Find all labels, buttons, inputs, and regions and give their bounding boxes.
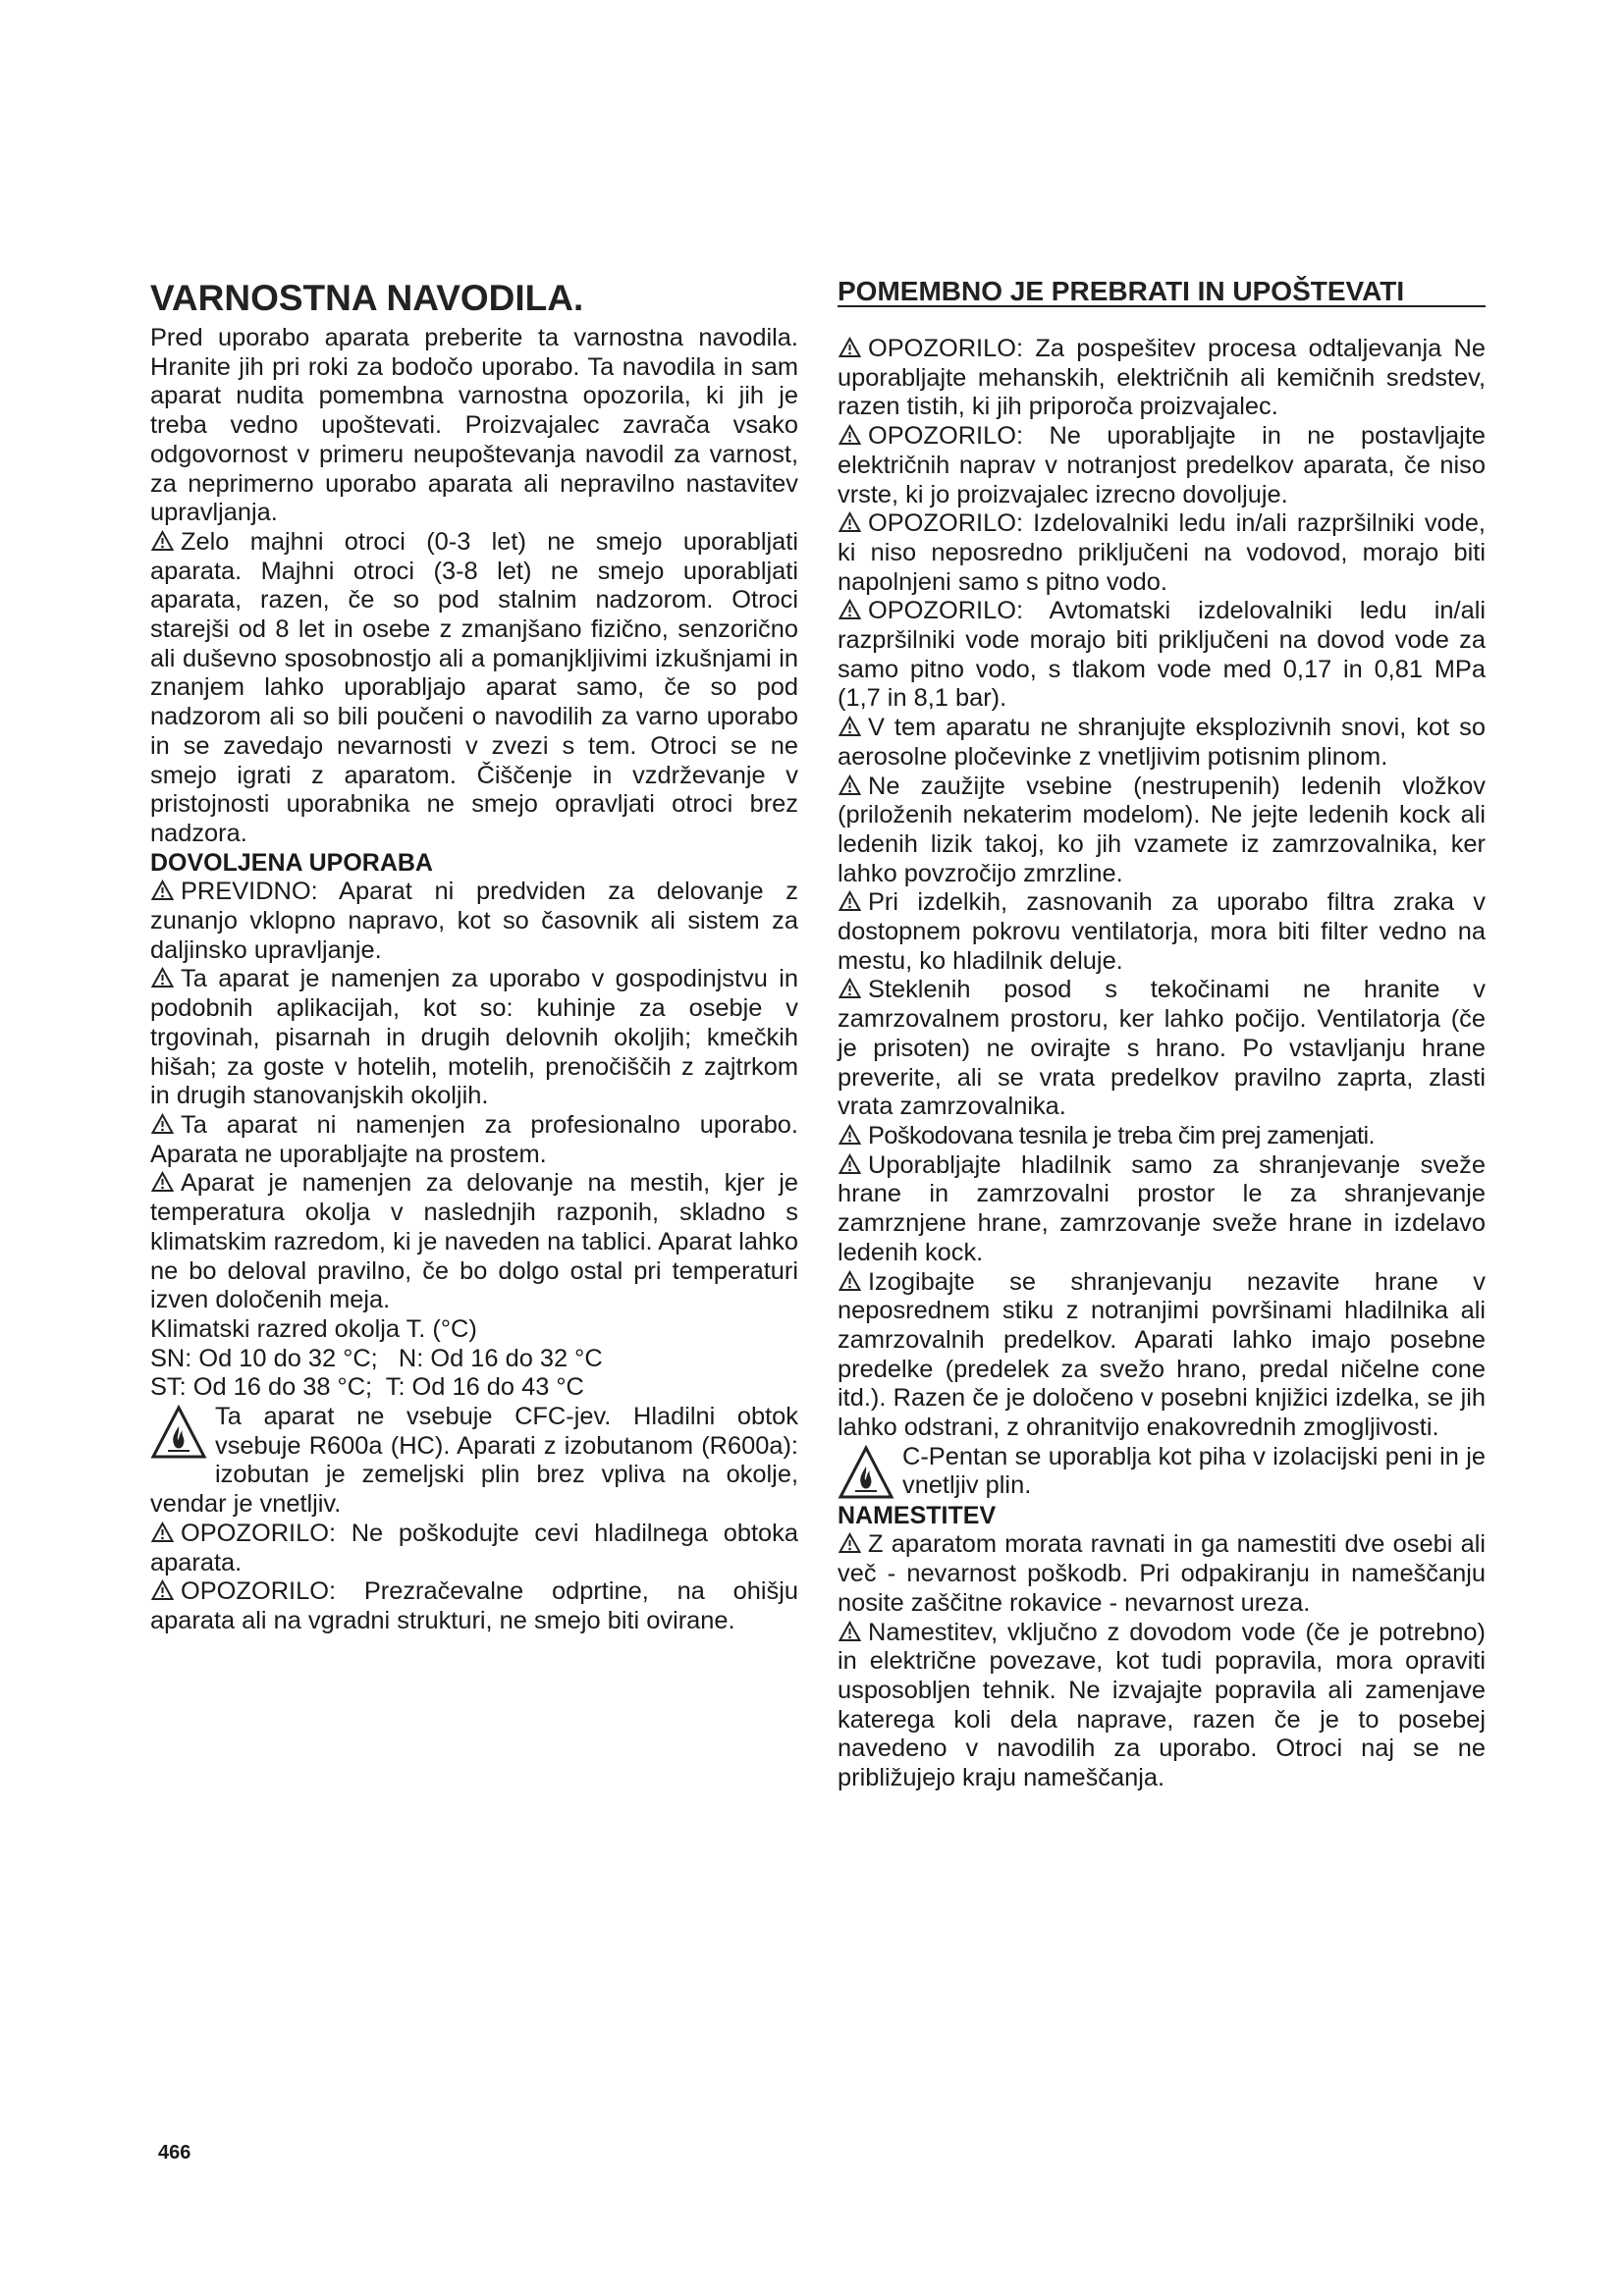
warning-icon [150, 967, 175, 988]
right-column [838, 277, 1486, 1793]
warning-icon [838, 1124, 862, 1146]
warning-icon [838, 774, 862, 796]
warning-icon [838, 511, 862, 533]
ice-packs-warning: Ne zaužijte vsebine (nestrupenih) ledenih vložkov (priloženih nekaterim modelom). Ne jejte ledenih kock ali ledenih lizik takoj, ko jih vzamete iz zamrzovalnika, ker lahko povzročijo zmrzline. [838, 772, 1486, 887]
air-filter-warning: Pri izdelkih, zasnovanih za uporabo filtra zraka v dostopnem pokrovu ventilatorja, mora biti filter vedno na mestu, ko hladilnik deluje. [838, 888, 1486, 975]
qualified-technician-warning: Namestitev, vključno z dovodom vode (če je potrebno) in električne povezave, kot tudi popravila, mora opraviti usposobljen tehnik. Ne izvajajte popravila ali zamenjave katerega koli dela naprave, razen če je to posebej navedeno v navodilih za uporabo. Otroci naj se ne približujejo kraju nameščanja. [838, 1618, 1486, 1792]
section-heading-installation: NAMESTITEV [838, 1501, 997, 1529]
warning-icon [838, 716, 862, 737]
temperature-paragraph: Aparat je namenjen za delovanje na mestih, kjer je temperatura okolja v naslednjih razponih, skladno s klimatskim razredom, ki je naveden na tablici. Aparat lahko ne bo deloval pravilno, če bo dolgo ostal pri temperaturi izven določenih meja. [150, 1169, 798, 1314]
flammable-warning-icon [838, 1445, 894, 1502]
warning-icon [838, 424, 862, 446]
seals-warning: Poškodovana tesnila je treba čim prej zamenjati. [838, 1122, 1486, 1151]
household-use-paragraph: Ta aparat je namenjen za uporabo v gospodinjstvu in podobnih aplikacijah, kot so: kuhinje za osebje v trgovinah, pisarnah in drugih delovnih okoljih; kmečkih hišah; za goste v hotelih, motelih, prenočiščih z zajtrkom in drugih stanovanjskih okoljih. [150, 965, 798, 1110]
warning-icon [838, 599, 862, 620]
warning-icon [838, 890, 862, 912]
automatic-ice-maker-warning: OPOZORILO: Avtomatski izdelovalniki ledu in/ali razpršilniki vode morajo biti priključeni na dovod vode za samo pitno vodo, s tlakom vode med 0,17 in 0,81 MPa (1,7 in 8,1 bar). [838, 597, 1486, 713]
right-column-title: POMEMBNO JE PREBRATI IN UPOŠTEVATI [838, 277, 1486, 307]
warning-icon [838, 1153, 862, 1175]
warning-icon [838, 1270, 862, 1292]
refrigerant-circuit-warning: OPOZORILO: Ne poškodujte cevi hladilnega obtoka aparata. [150, 1519, 798, 1576]
flammable-warning-icon [150, 1405, 207, 1462]
warning-icon [838, 1532, 862, 1554]
warning-icon [150, 530, 175, 552]
electrical-devices-warning: OPOZORILO: Ne uporabljajte in ne postavljajte električnih naprav v notranjost predelkov aparata, če niso vrste, ki jo proizvajalec izrecno dovoljuje. [838, 422, 1486, 508]
handling-warning: Z aparatom morata ravnati in ga namestiti dve osebi ali več - nevarnost poškodb. Pri odpakiranju in nameščanju nosite zaščitne rokavice - nevarnost ureza. [838, 1530, 1486, 1617]
caution-paragraph: PREVIDNO: Aparat ni predviden za delovanje z zunanjo vklopno napravo, kot so časovnik ali sistem za daljinsko upravljanje. [150, 878, 798, 964]
ventilation-warning: OPOZORILO: Prezračevalne odprtine, na ohišju aparata ali na vgradni strukturi, ne smejo biti ovirane. [150, 1577, 798, 1634]
ice-maker-water-warning: OPOZORILO: Izdelovalniki ledu in/ali razpršilniki vode, ki niso neposredno priključeni na vodovod, morajo biti napolnjeni samo s pitno vodo. [838, 509, 1486, 596]
intro-paragraph: Pred uporabo aparata preberite ta varnostna navodila. Hranite jih pri roki za bodočo uporabo. Ta navodila in sam aparat nudita pomembna varnostna opozorila, ki jih je treba vedno upoštevati. Proizvajalec zavrača vsako odgovornost v primeru neupoštevanja navodil za varnost, za neprimerno uporabo aparata ali nepravilno nastavitev upravljanja. [150, 324, 798, 527]
cyclopentane-paragraph: C-Pentan se uporablja kot piha v izolacijski peni in je vnetljiv plin. [838, 1443, 1486, 1501]
warning-icon [150, 880, 175, 901]
warning-icon [150, 1522, 175, 1543]
defrost-warning: OPOZORILO: Za pospešitev procesa odtaljevanja Ne uporabljajte mehanskih, električnih ali kemičnih sredstev, razen tistih, ki jih priporoča proizvajalec. [838, 335, 1486, 421]
section-heading-permitted-use: DOVOLJENA UPORABA [150, 848, 433, 877]
climate-class-title: Klimatski razred okolja T. (°C) [150, 1314, 477, 1343]
warning-icon [150, 1579, 175, 1601]
climate-class-line-2: ST: Od 16 do 38 °C; T: Od 16 do 43 °C [150, 1373, 584, 1402]
glass-containers-warning: Steklenih posod s tekočinami ne hranite v zamrzovalnem prostoru, ker lahko počijo. Ventilatorja (če je prisoten) ne ovirajte s hrano. Po vstavljanju hrane preverite, ali se vrata predelkov pravilno zaprta, zlasti vrata zamrzovalnika. [838, 976, 1486, 1121]
warning-icon [150, 1113, 175, 1135]
page-number: 466 [158, 2142, 191, 2163]
storage-usage-warning: Uporabljajte hladilnik samo za shranjevanje sveže hrane in zamrzovalni prostor le za shranjevanje zamrznjene hrane, zamrzovanje sveže hrane in izdelavo ledenih kock. [838, 1150, 1486, 1266]
climate-class-line-1: SN: Od 10 do 32 °C; N: Od 16 do 32 °C [150, 1344, 603, 1372]
warning-icon [838, 1621, 862, 1642]
professional-use-paragraph: Ta aparat ni namenjen za profesionalno uporabo. Aparata ne uporabljajte na prostem. [150, 1110, 798, 1168]
children-paragraph: Zelo majhni otroci (0-3 let) ne smejo uporabljati aparata. Majhni otroci (3-8 let) ne smejo uporabljati aparata, razen, če so pod stalnim nadzorom. Otroci starejši od 8 let in osebe z zmanjšano fizično, senzorično ali duševno sposobnostjo ali a pomanjkljivimi izkušnjami in znanjem lahko uporabljajo aparat samo, če so pod nadzorom ali so bili poučeni o navodilih za varno uporabo in se zavedajo nevarnosti v zvezi s tem. Otroci se ne smejo igrati z aparatom. Čiščenje in vzdrževanje v pristojnosti uporabnika ne smejo opravljati otroci brez nadzora. [150, 527, 798, 847]
page-title: VARNOSTNA NAVODILA. [150, 278, 584, 318]
warning-icon [838, 337, 862, 358]
left-column [150, 277, 798, 1636]
warning-icon [838, 978, 862, 999]
explosives-warning: V tem aparatu ne shranjujte eksplozivnih snovi, kot so aerosolne pločevinke z vnetljivim potisnim plinom. [838, 714, 1486, 771]
warning-icon [150, 1171, 175, 1193]
refrigerant-paragraph: Ta aparat ne vsebuje CFC-jev. Hladilni obtok vsebuje R600a (HC). Aparati z izobutanom (R600a): izobutan je zemeljski plin brez vpliva na okolje, vendar je vnetljiv. [150, 1403, 798, 1519]
unwrapped-food-warning: Izogibajte se shranjevanju nezavite hrane v neposrednem stiku z notranjimi površinami hladilnika ali zamrzovalnih predelkov. Aparati lahko imajo posebne predelke (predelek za svežo hrano, predal ničelne cone itd.). Razen če je določeno v posebni knjižici izdelka, se jih lahko odstrani, z ohranitvijo enakovrednih zmogljivosti. [838, 1267, 1486, 1442]
